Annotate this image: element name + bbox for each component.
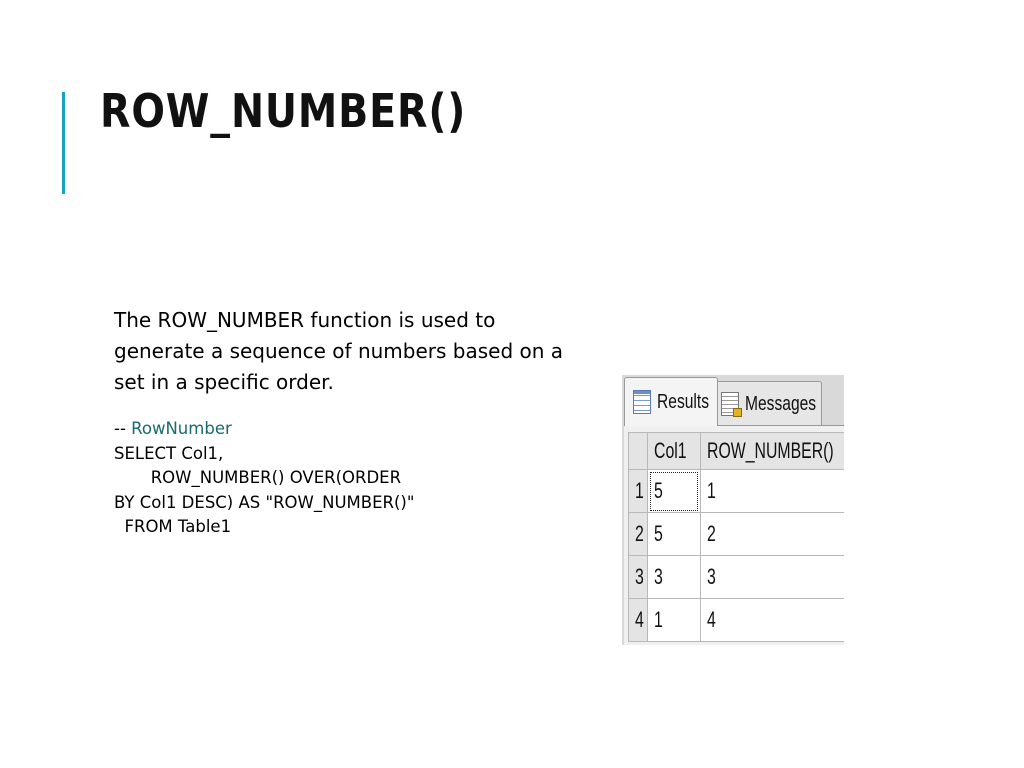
column-header-row-number[interactable]: ROW_NUMBER() — [700, 433, 844, 470]
code-line: FROM Table1 — [114, 517, 232, 536]
results-grid — [628, 432, 844, 642]
tab-results[interactable] — [624, 377, 718, 426]
column-header-col1[interactable]: Col1 — [648, 433, 700, 470]
grid-cell-row-number[interactable]: 4 — [700, 599, 844, 642]
intro-text: The ROW_NUMBER function is used to generate a sequence of numbers based on a set in a specific order. — [114, 308, 564, 394]
row-number-cell[interactable]: 1 — [629, 470, 648, 513]
slide-title: ROW_NUMBER() — [100, 84, 467, 138]
table-row — [629, 513, 845, 556]
grid-cell-col1[interactable]: 3 — [648, 556, 700, 599]
messages-icon — [721, 392, 739, 416]
title-accent-bar — [62, 92, 65, 194]
grid-cell-col1[interactable]: 5 — [648, 470, 700, 513]
row-number-cell[interactable]: 3 — [629, 556, 648, 599]
row-number-cell[interactable]: 4 — [629, 599, 648, 642]
table-row — [629, 556, 845, 599]
row-number-cell[interactable]: 2 — [629, 513, 648, 556]
code-line: BY Col1 DESC) AS "ROW_NUMBER()" — [114, 492, 415, 512]
results-grid-panel — [624, 425, 844, 645]
code-comment-name: RowNumber — [131, 419, 232, 438]
tab-messages[interactable] — [712, 381, 822, 426]
tab-results-label: Results — [657, 390, 710, 413]
code-line: ROW_NUMBER() OVER(ORDER — [114, 468, 402, 487]
code-comment-prefix: -- — [114, 419, 132, 438]
grid-header-row — [629, 433, 845, 470]
sql-code-block — [114, 417, 574, 540]
grid-cell-row-number[interactable]: 1 — [700, 470, 844, 513]
grid-cell-row-number[interactable]: 2 — [700, 513, 844, 556]
query-results-pane — [622, 375, 844, 645]
grid-icon — [633, 390, 651, 414]
code-line: SELECT Col1, — [114, 443, 224, 463]
grid-cell-col1[interactable]: 5 — [648, 513, 700, 556]
grid-cell-row-number[interactable]: 3 — [700, 556, 844, 599]
grid-cell-col1[interactable]: 1 — [648, 599, 700, 642]
table-row — [629, 599, 845, 642]
tab-messages-label: Messages — [745, 392, 817, 415]
corner-header-cell[interactable] — [629, 433, 648, 470]
table-row — [629, 470, 845, 513]
